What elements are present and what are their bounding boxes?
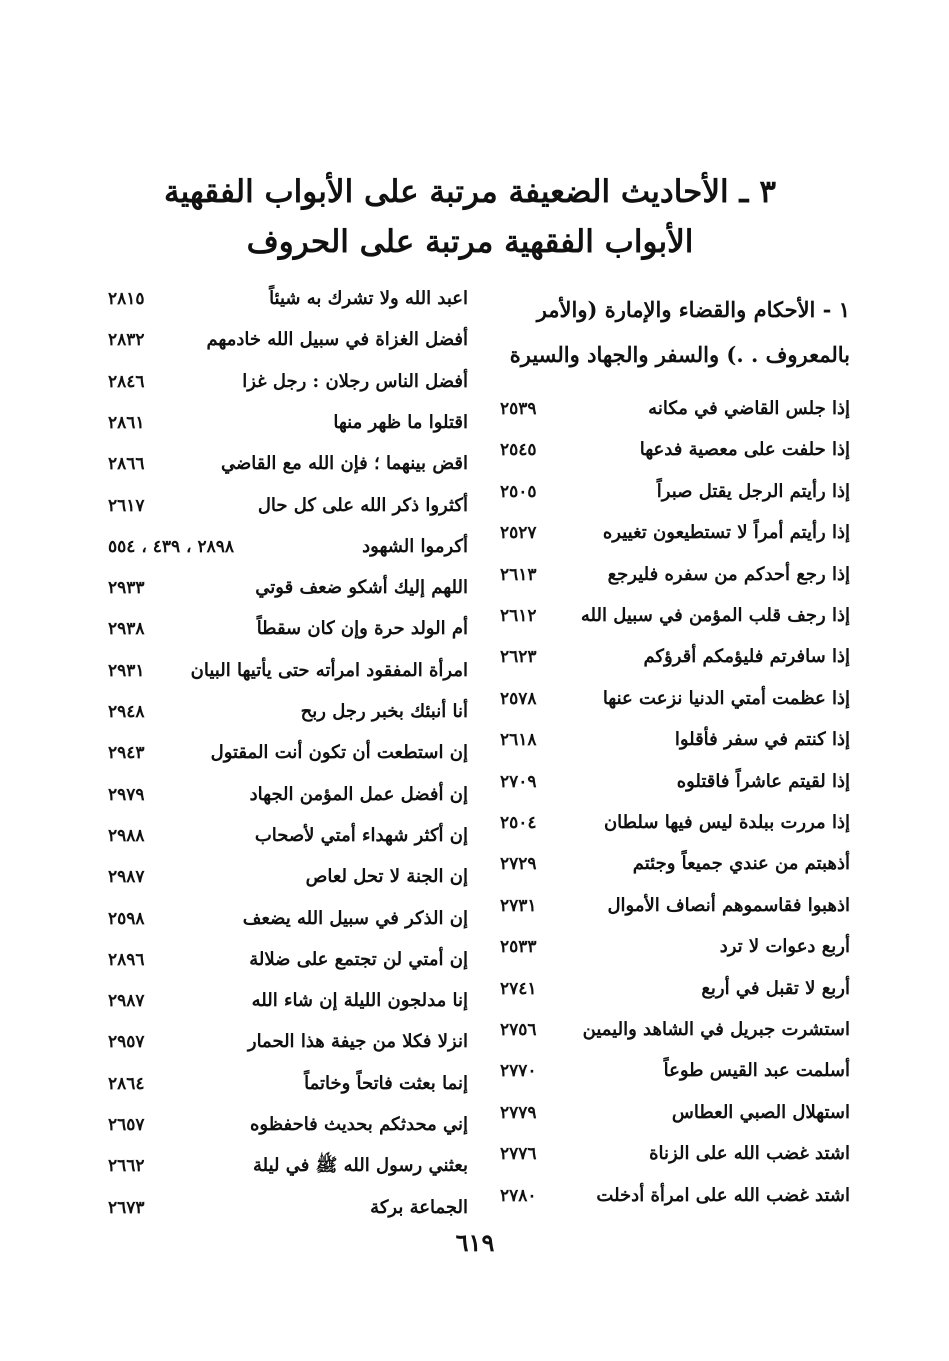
index-entry [500, 394, 850, 424]
entry-text: إذا جلس القاضي في مكانه [648, 398, 850, 419]
entry-number: ٢٥٩٨ [108, 908, 145, 929]
index-entry [108, 1027, 468, 1057]
entry-text: إن الجنة لا تحل لعاص [305, 866, 468, 888]
entry-text: إذا لقيتم عاشراً فاقتلوه [676, 770, 850, 792]
entry-number: ٢٩٣١ [108, 660, 145, 681]
index-entry [108, 449, 468, 479]
entry-text: إني محدثكم بحديث فاحفظوه [249, 1114, 468, 1135]
main-title: ٣ ـ الأحاديث الضعيفة مرتبة على الأبواب الفقهية [164, 174, 776, 210]
entry-number: ٢٦٦٢ [108, 1156, 145, 1177]
entry-number: ٢٦١٧ [108, 495, 145, 516]
index-entry [108, 491, 468, 521]
entry-text: أذهبتم من عندي جميعاً وجئتم [632, 853, 850, 875]
entry-number: ٢٧٥٦ [500, 1020, 537, 1040]
entry-number: ٢٩٥٧ [108, 1032, 145, 1053]
index-entry [108, 408, 468, 438]
entry-number: ٢٥٧٨ [500, 688, 537, 709]
index-entry [108, 697, 468, 727]
entry-text: اعبد الله ولا تشرك به شيئاً [269, 288, 468, 309]
index-entry [108, 945, 468, 975]
index-entry [108, 1069, 468, 1099]
entry-text: أربع لا تقبل في أربع [701, 977, 850, 999]
entry-text: اللهم إليك أشكو ضعف قوتي [255, 577, 468, 599]
entry-text: أكثروا ذكر الله على كل حال [257, 494, 468, 516]
entry-text: إذا رأيتم أمراً لا تستطيعون تغييره [602, 522, 850, 544]
entry-text: اقتلوا ما ظهر منها [333, 411, 468, 433]
entry-number: ٢٨٦٤ [108, 1073, 145, 1094]
index-entry [500, 684, 850, 714]
index-entry [500, 932, 850, 962]
entry-number: ٢٧٧٠ [500, 1061, 537, 1082]
index-entry [108, 614, 468, 644]
entry-text: أنا أنبئك بخبر رجل ربح [300, 701, 468, 722]
entry-number: ٢٦٥٧ [108, 1115, 145, 1135]
entry-number: ٢٦١٣ [500, 564, 537, 585]
index-entry [500, 1181, 850, 1211]
entry-number: ٢٦٧٣ [108, 1197, 145, 1218]
entry-text: أفضل الناس رجلان : رجل غزا [242, 370, 468, 392]
entry-number: ٢٨١٥ [108, 289, 145, 309]
entry-number: ٢٨٩٦ [108, 949, 145, 970]
entry-text: إذا حلفت على معصية فدعها [639, 439, 850, 461]
entry-text: إنا مدلجون الليلة إن شاء الله [251, 990, 468, 1012]
entry-text: إذا مررت ببلدة ليس فيها سلطان [603, 812, 850, 833]
index-entry [108, 862, 468, 892]
index-entry [500, 601, 850, 631]
entry-text: اقض بينهما ؛ فإن الله مع القاضي [220, 453, 468, 475]
index-entry [108, 780, 468, 810]
entry-number: ٢٨٩٨ ، ٤٣٩ ، ٥٥٤ [108, 536, 234, 557]
entry-text: امرأة المفقود امرأته حتى يأتيها البيان [190, 659, 468, 681]
entry-text: اشتد غضب الله على امرأة أدخلت [596, 1184, 850, 1206]
entry-number: ٢٩٣٣ [108, 578, 145, 599]
entry-text: استشرت جبريل في الشاهد واليمين [582, 1019, 850, 1040]
entry-text: إذا رأيتم الرجل يقتل صبراً [656, 480, 850, 502]
index-entry [108, 367, 468, 397]
entry-text: إذا رجع أحدكم من سفره فليرجع [607, 563, 850, 585]
entry-number: ٢٩٨٨ [108, 825, 145, 846]
sub-title: الأبواب الفقهية مرتبة على الحروف [246, 224, 694, 260]
entry-number: ٢٨٣٢ [108, 330, 145, 351]
index-entry [108, 904, 468, 934]
entry-number: ٢٧٨٠ [500, 1185, 537, 1206]
entry-text: الجماعة بركة [370, 1196, 468, 1218]
entry-number: ٢٩٨٧ [108, 867, 145, 888]
index-entry [108, 821, 468, 851]
section-heading-line2: بالمعروف . .) والسفر والجهاد والسيرة [509, 342, 850, 367]
entry-text: إن أفضل عمل المؤمن الجهاد [249, 783, 468, 805]
index-entry [108, 1151, 468, 1181]
entry-text: إن أكثر شهداء أمتي لأصحاب [254, 824, 468, 846]
index-entry [500, 849, 850, 879]
entry-number: ٢٧٧٦ [500, 1144, 537, 1165]
entry-number: ٢٧٣١ [500, 895, 537, 916]
entry-number: ٢٩٣٨ [108, 619, 145, 640]
index-entry [108, 1193, 468, 1223]
index-entry [500, 725, 850, 755]
index-entry [108, 325, 468, 355]
entry-text: أسلمت عبد القيس طوعاً [663, 1060, 850, 1082]
entry-text: إن أمتي لن تجتمع على ضلالة [249, 948, 468, 970]
entry-text: أم الولد حرة وإن كان سقطاً [256, 618, 468, 640]
index-entry [500, 808, 850, 838]
index-entry [500, 560, 850, 590]
entry-text: إذا كنتم في سفر فأقلوا [674, 729, 850, 751]
entry-number: ٢٦١٢ [500, 606, 537, 626]
entry-text: انزلا فكلا من جيفة هذا الحمار [247, 1031, 468, 1053]
entry-number: ٢٥٢٧ [500, 523, 537, 544]
entry-text: إنما بعثت فاتحاً وخاتماً [304, 1072, 468, 1094]
entry-text: إن استطعت أن تكون أنت المقتول [210, 742, 468, 764]
entry-text: استهلال الصبي العطاس [671, 1101, 850, 1123]
entry-number: ٢٥٠٤ [500, 813, 537, 833]
entry-text: بعثني رسول الله ﷺ في ليلة [252, 1155, 468, 1177]
entry-number: ٢٩٤٣ [108, 743, 145, 764]
index-entry [108, 284, 468, 314]
index-entry [500, 1056, 850, 1086]
entry-number: ٢٧٧٩ [500, 1102, 537, 1123]
entry-number: ٢٦١٨ [500, 730, 537, 751]
index-entry [108, 986, 468, 1016]
index-entry [500, 477, 850, 507]
index-entry [500, 518, 850, 548]
index-entry [108, 738, 468, 768]
entry-number: ٢٨٦١ [108, 412, 145, 433]
entry-number: ٢٩٧٩ [108, 784, 145, 805]
index-entry [108, 573, 468, 603]
entry-text: أكرموا الشهود [362, 535, 468, 557]
index-entry [500, 642, 850, 672]
index-entry [108, 532, 468, 562]
entry-number: ٢٥٣٣ [500, 937, 537, 958]
index-entry [500, 1098, 850, 1128]
entry-number: ٢٧٢٩ [500, 854, 537, 875]
entry-number: ٢٩٤٨ [108, 702, 145, 722]
entry-text: إذا رجف قلب المؤمن في سبيل الله [580, 605, 850, 626]
index-entry [500, 974, 850, 1004]
index-entry [500, 767, 850, 797]
entry-number: ٢٧٠٩ [500, 771, 537, 792]
page-number: ٦١٩ [455, 1228, 495, 1257]
entry-text: أفضل الغزاة في سبيل الله خادمهم [206, 329, 468, 351]
index-entry [500, 1139, 850, 1169]
entry-text: اذهبوا فقاسموهم أنصاف الأموال [607, 894, 850, 916]
entry-number: ٢٩٨٧ [108, 991, 145, 1012]
section-heading-line1: ١ - الأحكام والقضاء والإمارة (والأمر [536, 297, 850, 322]
entry-number: ٢٧٤١ [500, 978, 537, 999]
entry-number: ٢٦٢٣ [500, 647, 537, 668]
index-entry [108, 656, 468, 686]
entry-number: ٢٨٦٦ [108, 454, 145, 475]
entry-number: ٢٥٤٥ [500, 440, 537, 461]
entry-text: أربع دعوات لا ترد [719, 936, 850, 958]
index-entry [500, 891, 850, 921]
index-entry [500, 1015, 850, 1045]
entry-text: إن الذكر في سبيل الله يضعف [242, 907, 468, 929]
entry-number: ٢٥٠٥ [500, 481, 537, 502]
index-entry [500, 435, 850, 465]
entry-number: ٢٥٣٩ [500, 399, 537, 419]
entry-number: ٢٨٤٦ [108, 371, 145, 392]
entry-text: اشتد غضب الله على الزناة [649, 1143, 850, 1165]
entry-text: إذا عظمت أمتي الدنيا نزعت عنها [602, 687, 850, 709]
entry-text: إذا سافرتم فليؤمكم أقرؤكم [643, 646, 850, 668]
index-entry [108, 1110, 468, 1140]
